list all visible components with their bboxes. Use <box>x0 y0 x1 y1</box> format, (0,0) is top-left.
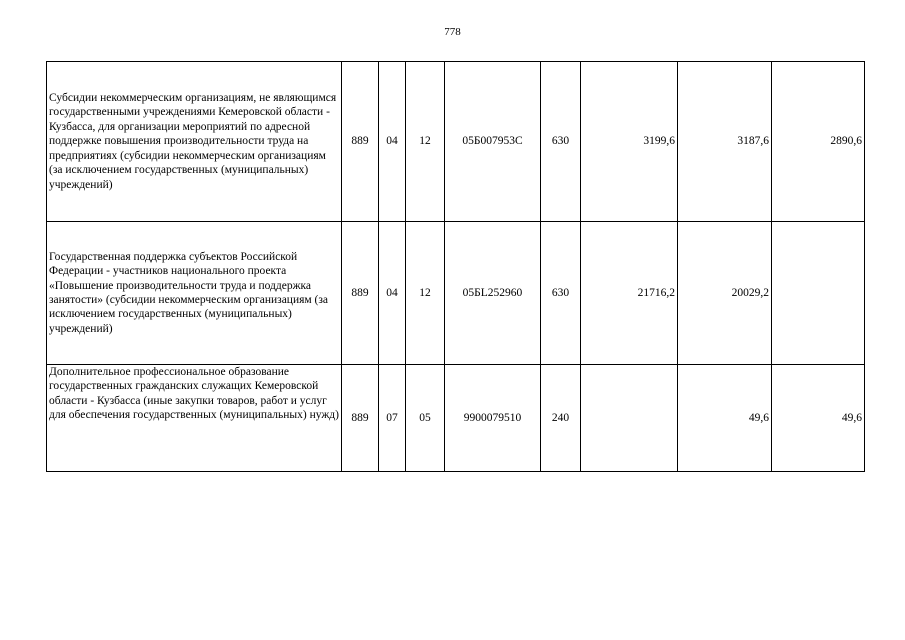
amount-1 <box>581 365 678 472</box>
amount-3: 2890,6 <box>772 62 865 222</box>
amount-1: 3199,6 <box>581 62 678 222</box>
target-article-code: 05БL252960 <box>445 222 541 365</box>
amount-3 <box>772 222 865 365</box>
amount-2: 20029,2 <box>678 222 772 365</box>
amount-1: 21716,2 <box>581 222 678 365</box>
ministry-code: 889 <box>342 62 379 222</box>
budget-table <box>46 61 865 472</box>
amount-3: 49,6 <box>772 365 865 472</box>
expense-type-code: 630 <box>541 62 581 222</box>
row-description: Государственная поддержка субъектов Российской Федерации - участников национального проекта «Повышение производительности труда и поддержка занятости» (субсидии некоммерческим организациям (за исключением государственных (муниципальных) учреждений) <box>47 222 342 365</box>
ministry-code: 889 <box>342 365 379 472</box>
subsection-code: 05 <box>406 365 445 472</box>
section-code: 04 <box>379 222 406 365</box>
amount-2: 3187,6 <box>678 62 772 222</box>
table-row <box>47 365 865 472</box>
table-row <box>47 222 865 365</box>
section-code: 07 <box>379 365 406 472</box>
expense-type-code: 630 <box>541 222 581 365</box>
subsection-code: 12 <box>406 222 445 365</box>
row-description: Дополнительное профессиональное образование государственных гражданских служащих Кемеровской области - Кузбасса (иные закупки товаров, работ и услуг для обеспечения государственных (муниципальных) нужд) <box>47 365 342 472</box>
subsection-code: 12 <box>406 62 445 222</box>
section-code: 04 <box>379 62 406 222</box>
page-number: 778 <box>444 26 461 38</box>
table-row <box>47 62 865 222</box>
row-description: Субсидии некоммерческим организациям, не являющимся государственными учреждениями Кемеровской области - Кузбасса, для организации мероприятий по адресной поддержке повышения производительности труда на предприятиях (субсидии некоммерческим организациям (за исключением государственных (муниципальных) учреждений) <box>47 62 342 222</box>
amount-2: 49,6 <box>678 365 772 472</box>
target-article-code: 9900079510 <box>445 365 541 472</box>
expense-type-code: 240 <box>541 365 581 472</box>
ministry-code: 889 <box>342 222 379 365</box>
target-article-code: 05Б007953С <box>445 62 541 222</box>
